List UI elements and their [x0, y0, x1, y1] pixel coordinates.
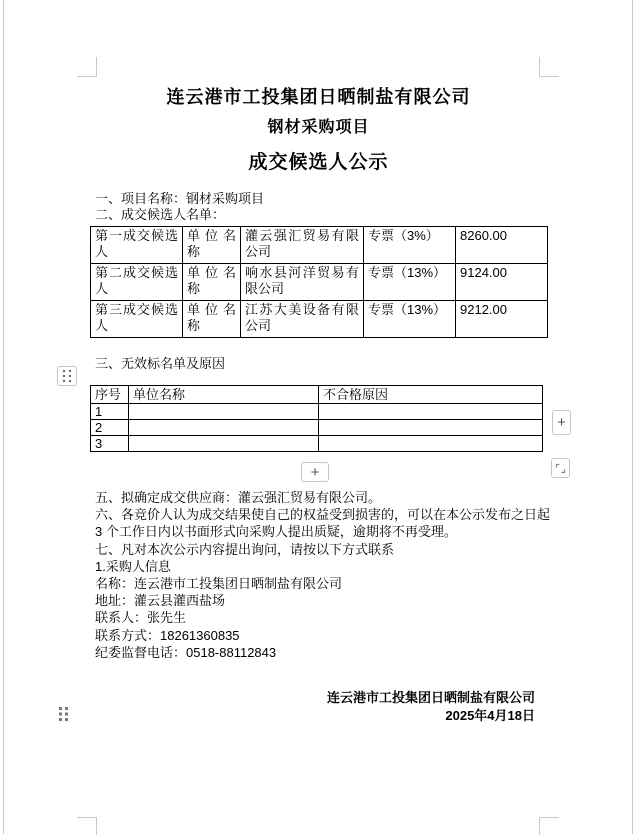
drag-handle-icon — [63, 370, 71, 382]
body-paragraphs — [95, 489, 550, 661]
unit-name-label-cell: 单位名称 — [183, 264, 241, 301]
signature-company: 连云港市工投集团日晒制盐有限公司 — [326, 690, 535, 705]
purchaser-contact-person: 联系人：张先生 — [95, 610, 187, 626]
price-cell: 9124.00 — [456, 264, 548, 301]
table-row — [91, 420, 543, 436]
expand-icon — [555, 463, 566, 474]
row-company-cell[interactable] — [129, 420, 319, 436]
margin-mark-top-right — [539, 57, 559, 77]
row-company-cell[interactable] — [129, 404, 319, 420]
paragraph-objection-2: 3 个工作日内以书面形式向采购人提出质疑，逾期将不再受理。 — [95, 524, 457, 540]
table-drag-handle-button[interactable] — [57, 366, 77, 386]
paragraph-supplier: 五、拟确定成交供应商：灌云强汇贸易有限公司。 — [95, 490, 382, 505]
table-header-row — [91, 386, 543, 404]
unit-name-label-cell: 单位名称 — [183, 301, 241, 338]
invoice-type-cell: 专票（13%） — [364, 264, 456, 301]
candidate-rank-cell: 第三成交候选人 — [91, 301, 183, 338]
header-no: 序号 — [91, 386, 129, 404]
header-reason: 不合格原因 — [319, 386, 543, 404]
row-no-cell[interactable]: 3 — [91, 436, 129, 452]
candidates-table — [90, 226, 548, 338]
signature-date: 2025年4月18日 — [445, 707, 535, 723]
plus-icon: + — [557, 414, 566, 431]
plus-icon: + — [310, 463, 320, 481]
price-cell: 8260.00 — [456, 227, 548, 264]
invoice-type-cell: 专票（13%） — [364, 301, 456, 338]
row-company-cell[interactable] — [129, 436, 319, 452]
add-row-button[interactable] — [301, 462, 329, 482]
row-reason-cell[interactable] — [319, 420, 543, 436]
margin-mark-top-left — [77, 57, 97, 77]
table-row — [91, 264, 548, 301]
document-title-project: 钢材采购项目 — [267, 119, 370, 136]
candidate-company-cell: 江苏大美设备有限公司 — [241, 301, 364, 338]
margin-mark-bottom-left — [77, 817, 97, 835]
header-company: 单位名称 — [129, 386, 319, 404]
candidate-company-cell: 灌云强汇贸易有限公司 — [241, 227, 364, 264]
paragraph-purchaser-info: 1.采购人信息 — [95, 558, 171, 574]
paragraph-drag-dots-icon[interactable] — [59, 707, 68, 721]
candidate-rank-cell: 第一成交候选人 — [91, 227, 183, 264]
invoice-type-cell: 专票（3%） — [364, 227, 456, 264]
section-project-name: 一、项目名称：钢材采购项目 — [95, 191, 265, 206]
table-row — [91, 404, 543, 420]
row-reason-cell[interactable] — [319, 404, 543, 420]
supervision-phone: 纪委监督电话：0518-88112843 — [95, 644, 277, 660]
document-title-company: 连云港市工投集团日晒制盐有限公司 — [166, 87, 471, 107]
purchaser-name: 名称：连云港市工投集团日晒制盐有限公司 — [95, 576, 343, 592]
section-invalid-bids-heading: 三、无效标名单及原因 — [95, 356, 226, 371]
table-row — [91, 301, 548, 338]
paragraph-contact-heading: 七、凡对本次公示内容提出询问，请按以下方式联系 — [95, 541, 395, 557]
add-column-button[interactable] — [552, 410, 571, 435]
document-title-announcement: 成交候选人公示 — [248, 152, 389, 173]
table-row — [91, 436, 543, 452]
margin-mark-bottom-right — [539, 817, 559, 835]
purchaser-address: 地址：灌云县灌西盐场 — [95, 593, 226, 609]
candidate-rank-cell: 第二成交候选人 — [91, 264, 183, 301]
table-row — [91, 227, 548, 264]
unit-name-label-cell: 单位名称 — [183, 227, 241, 264]
price-cell: 9212.00 — [456, 301, 548, 338]
candidate-company-cell: 响水县河洋贸易有限公司 — [241, 264, 364, 301]
table-resize-button[interactable] — [551, 458, 570, 478]
row-no-cell[interactable]: 2 — [91, 420, 129, 436]
row-reason-cell[interactable] — [319, 436, 543, 452]
paragraph-objection-1: 六、各竞价人认为成交结果使自己的权益受到损害的，可以在本公示发布之日起 — [95, 507, 551, 523]
signature-block — [90, 689, 535, 724]
invalid-bids-table — [90, 385, 543, 452]
purchaser-phone: 联系方式：18261360835 — [95, 627, 240, 643]
section-candidate-list-heading: 二、成交候选人名单： — [95, 207, 226, 222]
row-no-cell[interactable]: 1 — [91, 404, 129, 420]
